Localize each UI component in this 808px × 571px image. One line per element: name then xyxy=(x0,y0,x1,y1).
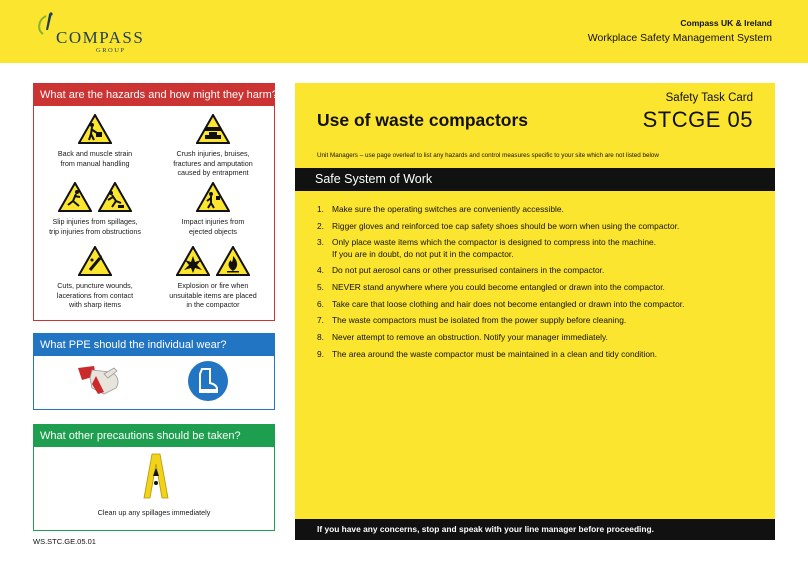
hazard-item-sharp-items xyxy=(36,246,154,310)
step-number: 6. xyxy=(317,298,324,309)
card-title: Use of waste compactors xyxy=(317,110,529,130)
compass-logo xyxy=(34,10,144,54)
fire-warning-icon xyxy=(216,246,250,276)
step-item xyxy=(317,282,765,293)
precautions-heading: What other precautions should be taken? xyxy=(34,425,274,447)
step-item xyxy=(317,315,765,326)
step-number: 8. xyxy=(317,332,324,343)
explosion-warning-icon xyxy=(176,246,210,276)
step-number: 7. xyxy=(317,315,324,326)
hazard-item-ejected-objects xyxy=(154,182,272,236)
hazard-caption: Impact injuries from ejected objects xyxy=(181,217,245,236)
hazard-caption: Back and muscle strain from manual handling xyxy=(57,149,133,168)
step-text: Make sure the operating switches are conveniently accessible. xyxy=(332,204,564,214)
unit-managers-note: Unit Managers – use page overleaf to list any hazards and control measures specific to your site which are not listed below xyxy=(317,152,659,159)
concerns-footer: If you have any concerns, stop and speak with your line manager before proceeding. xyxy=(295,519,775,540)
safety-boots-mandatory-icon xyxy=(187,360,229,402)
hazard-item-explosion-fire xyxy=(154,246,272,310)
hazards-heading: What are the hazards and how might they harm? xyxy=(34,84,274,106)
precautions-panel xyxy=(33,424,275,531)
step-text: Take care that loose clothing and hair does not become entangled or drawn into the compactor. xyxy=(332,298,685,309)
step-item xyxy=(317,332,765,343)
crush-hazard-warning-icon xyxy=(196,114,230,144)
hazard-item-entrapment xyxy=(154,114,272,178)
step-text: The area around the waste compactor must be maintained in a clean and tidy condition. xyxy=(332,348,657,359)
sharp-items-warning-icon xyxy=(78,246,112,276)
step-number: 9. xyxy=(317,348,324,359)
header-bar xyxy=(0,0,808,63)
ppe-heading: What PPE should the individual wear? xyxy=(34,334,274,356)
step-number: 5. xyxy=(317,282,324,293)
card-label: Safety Task Card xyxy=(665,92,753,104)
step-number: 2. xyxy=(317,220,324,231)
system-name: Workplace Safety Management System xyxy=(587,32,772,44)
safe-system-steps xyxy=(317,204,765,366)
step-item xyxy=(317,349,765,360)
rigger-gloves-icon xyxy=(74,362,124,398)
safe-system-heading: Safe System of Work xyxy=(295,168,775,191)
trip-hazard-warning-icon xyxy=(98,182,132,212)
step-text: Rigger gloves and reinforced toe cap safety shoes should be worn when using the compactor. xyxy=(332,220,680,231)
hazards-panel xyxy=(33,83,278,321)
hazard-caption: Slip injuries from spillages, trip injuries from obstructions xyxy=(49,217,141,236)
logo-wordmark: COMPASS xyxy=(56,28,145,47)
step-item xyxy=(317,221,765,232)
hazard-caption: Crush injuries, bruises, fractures and amputation caused by entrapment xyxy=(173,149,253,177)
step-item xyxy=(317,204,765,215)
step-text: Never attempt to remove an obstruction. Notify your manager immediately. xyxy=(332,332,608,343)
step-text: Only place waste items which the compactor is designed to compress into the machine. If you are in doubt, do not put it in the compactor. xyxy=(332,237,656,259)
step-number: 3. xyxy=(317,237,324,248)
step-item xyxy=(317,237,765,259)
precaution-caption: Clean up any spillages immediately xyxy=(97,508,211,517)
step-item xyxy=(317,299,765,310)
card-code: STCGE 05 xyxy=(642,107,753,132)
document-code: WS.STC.GE.05.01 xyxy=(33,537,96,546)
safety-task-card xyxy=(295,83,775,540)
step-item xyxy=(317,265,765,276)
manual-handling-warning-icon xyxy=(78,114,112,144)
hazard-item-manual-handling xyxy=(36,114,154,168)
logo-subtext: GROUP xyxy=(96,47,126,54)
ejected-objects-warning-icon xyxy=(196,182,230,212)
step-text: The waste compactors must be isolated from the power supply before cleaning. xyxy=(332,315,627,326)
organisation-name: Compass UK & Ireland xyxy=(680,18,772,28)
slip-hazard-warning-icon xyxy=(58,182,92,212)
wet-floor-sign-icon xyxy=(142,452,170,500)
step-text: Do not put aerosol cans or other pressurised containers in the compactor. xyxy=(332,265,605,276)
ppe-panel xyxy=(33,333,275,410)
step-number: 4. xyxy=(317,265,324,276)
step-text: NEVER stand anywhere where you could become entangled or drawn into the compactor. xyxy=(332,282,665,293)
hazard-item-slip-trip xyxy=(36,182,154,236)
hazard-caption: Cuts, puncture wounds, lacerations from contact with sharp items xyxy=(56,281,134,309)
step-number: 1. xyxy=(317,204,324,214)
hazard-caption: Explosion or fire when unsuitable items are placed in the compactor xyxy=(169,281,257,309)
